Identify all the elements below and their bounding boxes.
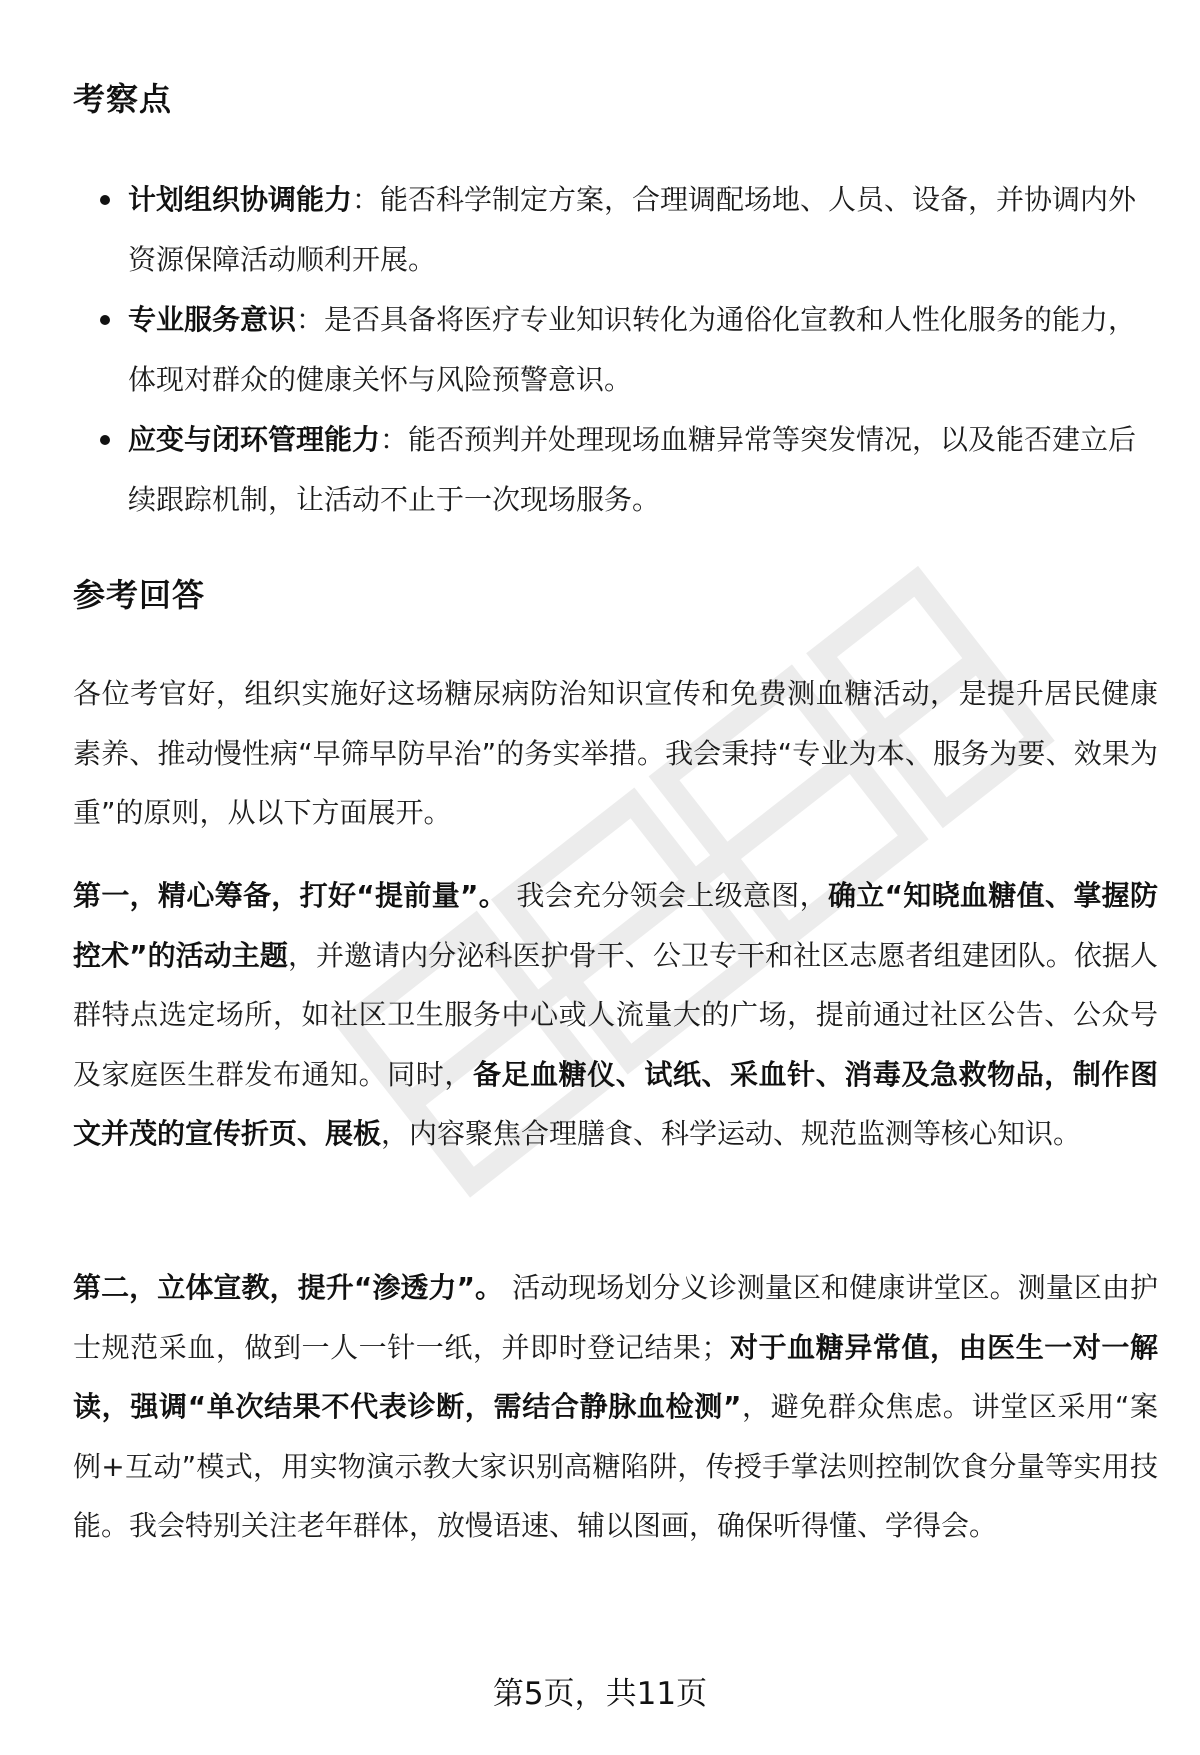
bullet-term: 专业服务意识	[128, 303, 297, 336]
paragraph-text: 我会充分领会上级意图，	[516, 879, 828, 912]
paragraph-lead: 第二，立体宣教，提升“渗透力”。	[73, 1271, 504, 1304]
bullet-text: ：是否具备将医疗专业知识转化为通俗化宣教和人性化服务的能力，体现对群众的健康关怀与风险预警意识。	[128, 303, 1137, 396]
answer-paragraph-first	[73, 866, 1158, 1164]
bullet-term: 计划组织协调能力	[128, 183, 353, 216]
section-heading-assessment-points: 考察点	[73, 80, 173, 118]
paragraph-lead: 第一，精心筹备，打好“提前量”。	[73, 879, 508, 912]
bullet-icon	[100, 435, 110, 445]
paragraph-emphasis: 对于血糖异常值，由医生一对一解读，强调“单次结果不代表诊断，需结合静脉血检测”	[73, 1330, 1158, 1423]
paragraph-emphasis: 确立“知晓血糖值、掌握防控术”的活动主题	[73, 879, 1158, 972]
assessment-points-list	[73, 170, 1153, 530]
paragraph-text: 活动现场划分义诊测量区和健康讲堂区。测量区由护士规范采血，做到一人一针一纸，并即时登记结果；	[73, 1271, 1158, 1364]
bullet-term: 应变与闭环管理能力	[128, 423, 381, 456]
paragraph-emphasis: 备足血糖仪、试纸、采血针、消毒及急救物品，制作图文并茂的宣传折页、展板	[73, 1057, 1158, 1150]
page-number: 第5页，共11页	[492, 1676, 708, 1712]
bullet-icon	[100, 195, 110, 205]
answer-paragraph-second	[73, 1258, 1158, 1556]
answer-intro-paragraph: 各位考官好，组织实施好这场糖尿病防治知识宣传和免费测血糖活动，是提升居民健康素养、推动慢性病“早筛早防早治”的务实举措。我会秉持“专业为本、服务为要、效果为重”的原则，从以下方面展开。	[73, 677, 1158, 829]
bullet-icon	[100, 315, 110, 325]
paragraph-text: ，避免群众焦虑。讲堂区采用“案例+互动”模式，用实物演示教大家识别高糖陷阱，传授手掌法则控制饮食分量等实用技能。我会特别关注老年群体，放慢语速、辅以图画，确保听得懂、学得会。	[73, 1390, 1159, 1542]
paragraph-text: ，内容聚焦合理膳食、科学运动、规范监测等核心知识。	[381, 1117, 1082, 1150]
list-item	[73, 290, 1153, 410]
bullet-text: ：能否科学制定方案，合理调配场地、人员、设备，并协调内外资源保障活动顺利开展。	[128, 183, 1137, 276]
section-heading-reference-answer: 参考回答	[73, 576, 206, 614]
paragraph-text: ，并邀请内分泌科医护骨干、公卫专干和社区志愿者组建团队。依据人群特点选定场所，如社区卫生服务中心或人流量大的广场，提前通过社区公告、公众号及家庭医生群发布通知。同时，	[73, 938, 1158, 1091]
list-item	[73, 410, 1153, 530]
bullet-text: ：能否预判并处理现场血糖异常等突发情况，以及能否建立后续跟踪机制，让活动不止于一次现场服务。	[128, 423, 1137, 516]
list-item	[73, 170, 1153, 290]
